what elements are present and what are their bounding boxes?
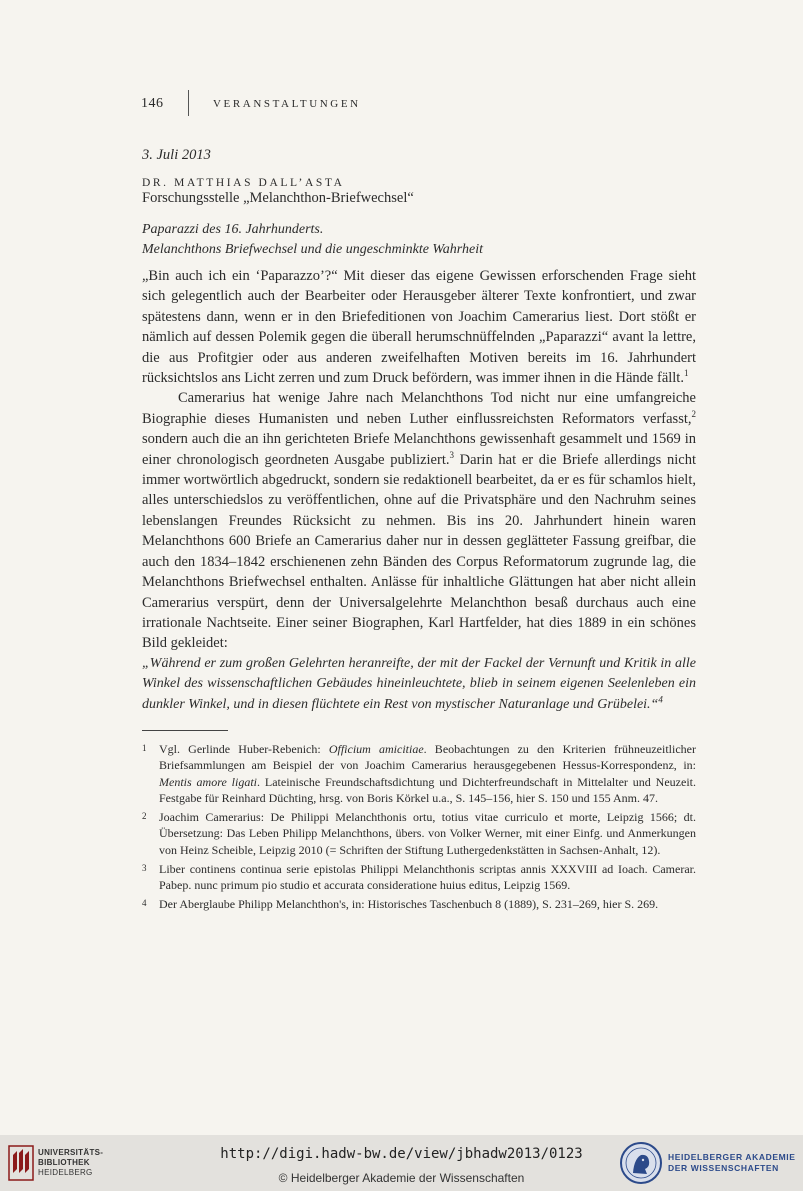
academy-seal-icon <box>619 1141 663 1185</box>
header-divider <box>188 90 189 116</box>
paragraph-2-text-a: Camerarius hat wenige Jahre nach Melanchthons Tod nicht nur eine umfangreiche Biographie dieses Humanisten und neben Luther einflussreichsten Reformators verfasst, <box>142 390 696 427</box>
body-text <box>142 266 696 716</box>
footnote-text: Der Aberglaube Philipp Melanchthon's, in: Historisches Taschenbuch 8 (1889), S. 231–269, hier S. 269. <box>159 896 659 911</box>
speaker-affiliation: Forschungsstelle „Melanchthon-Briefwechsel“ <box>142 190 414 206</box>
talk-title-line-2: Melanchthons Briefwechsel und die ungeschminkte Wahrheit <box>142 242 483 257</box>
hadw-logo[interactable] <box>619 1139 799 1187</box>
footnote-ref-2: 2 <box>691 409 696 420</box>
block-quote <box>142 654 696 716</box>
footnote-ref-3: 3 <box>449 449 454 460</box>
running-head: VERANSTALTUNGEN <box>213 98 361 110</box>
footnote-text: Vgl. Gerlinde Huber-Rebenich: Officium amicitiae. Beobachtungen zu den Kriterien frühneuzeitlicher Briefsammlungen am Beispiel der von Joachim Camerarius herausgegebenen Hessus-Korrespondenz, in: Mentis amore ligati. Lateinische Freundschaftsdichtung und Dichterfreundschaft in Mittelalter und Neuzeit. Festgabe für Reinhard Düchting, hrsg. von Boris Körkel u.a., S. 145–156, hier S. 150 und 155 Anm. 47. <box>159 741 696 806</box>
footnote-divider <box>142 730 228 731</box>
footnote-number: 1 <box>142 742 147 753</box>
footnote-ref-1: 1 <box>683 368 689 379</box>
speaker-name: DR. MATTHIAS DALL’ASTA <box>142 177 345 189</box>
footer-bar <box>0 1135 803 1191</box>
footnote-number: 3 <box>142 862 147 873</box>
talk-title-line-1: Paparazzi des 16. Jahrhunderts. <box>142 222 324 237</box>
footnote-text: Joachim Camerarius: De Philippi Melanchthonis ortu, totius vitae curriculo et morte, Leipzig 1566; dt. Übersetzung: Das Leben Philipp Melanchthons, übers. von Volker Werner, mit einer Einfg. und Anmerkungen von Heinz Scheible, Leipzig 2010 (= Schriften der Stiftung Luthergedenkstätten in Sachsen-Anhalt, 12). <box>159 809 696 858</box>
ub-logo-text: UNIVERSITÄTS- BIBLIOTHEK HEIDELBERG <box>38 1148 104 1177</box>
permalink-url[interactable]: http://digi.hadw-bw.de/view/jbhadw2013/0123 <box>220 1146 583 1162</box>
page-number: 146 <box>141 96 164 111</box>
footnote-ref-4: 4 <box>658 694 663 705</box>
paragraph-1 <box>142 266 696 388</box>
paragraph-2-text-c: Darin hat er die Briefe allerdings nicht immer wortwörtlich abgedruckt, sondern sie redaktionell bearbeitet, da er es für schamlos hielt, alles unterschiedslos zu veröffentlichen, ohne auf die Privatsphäre und den Nachruhm seines lebenslangen Freundes Rücksicht zu nehmen. Bis ins 20. Jahrhundert hinein waren Melanchthons 600 Briefe an Camerarius daher nur in dessen geglätteter Fassung greifbar, die auch den 1834–1842 erschienenen zehn Bänden des Corpus Reformatorum zugrunde lag, die Melanchthons Briefwechsel enthalten. Anlässe für inhaltliche Glättungen hat aber nicht allein Camerarius verspürt, denn der Universalgelehrte Melanchthon besaß durchaus auch eine irrationale Nachtseite. Einer seiner Biographen, Karl Hartfelder, hat dies 1889 in ein schönes Bild gekleidet: <box>142 451 697 652</box>
paragraph-1-text: „Bin auch ich ein ‘Paparazzo’?“ Mit dieser das eigene Gewissen erforschenden Frage sieht sich gelegentlich auch der Bearbeiter oder Herausgeber älterer Texte konfrontiert, und zwar spätestens dann, wenn er in den Briefeditionen von Joachim Camerarius liest. Dort stößt er nämlich auf dessen Polemik gegen die überall herumschnüffelnden „Paparazzi“ avant la lettre, die aus Profitgier oder aus anderen zweifelhaften Motiven bereits im 16. Jahrhundert rücksichtslos ans Licht zerren und zum Druck befördern, was immer ihnen in die Hände fällt. <box>142 268 696 387</box>
paragraph-2-text-b: sondern auch die an ihn gerichteten Briefe Melanchthons gewissenhaft gesammelt und 1569 in einer chronologisch geordneten Ausgabe publiziert. <box>142 431 696 468</box>
footnote-2 <box>142 809 696 859</box>
paragraph-2 <box>142 388 696 653</box>
event-date: 3. Juli 2013 <box>142 147 211 163</box>
copyright-notice: © Heidelberger Akademie der Wissenschaften <box>278 1171 525 1185</box>
footnote-1 <box>142 741 696 807</box>
footnote-number: 4 <box>142 897 147 908</box>
page-content <box>142 147 696 914</box>
block-quote-text: „Während er zum großen Gelehrten heranreifte, der mit der Fackel der Vernunft und Kritik in alle Winkel des wissenschaftlichen Gebäudes hineinleuchtete, blieb in seinem eigenen Seelenleben ein dunkler Winkel, und in diesen flüchtete ein Rest von mystischer Naturanlage und Grübelei.“ <box>142 655 696 712</box>
footnote-3 <box>142 861 696 894</box>
footnotes <box>142 741 696 913</box>
hadw-logo-text: HEIDELBERGER AKADEMIE DER WISSENSCHAFTEN <box>668 1152 796 1173</box>
footnote-4 <box>142 896 696 913</box>
footnote-text: Liber continens continua serie epistolas Philippi Melanchthonis scriptas annis XXXVIII ad Ioach. Camerar. Pabep. nunc primum pio studio et accurata consideratione huius editus, Leipzig 1569. <box>159 861 696 893</box>
footnote-number: 2 <box>142 810 147 821</box>
talk-title <box>142 220 696 260</box>
